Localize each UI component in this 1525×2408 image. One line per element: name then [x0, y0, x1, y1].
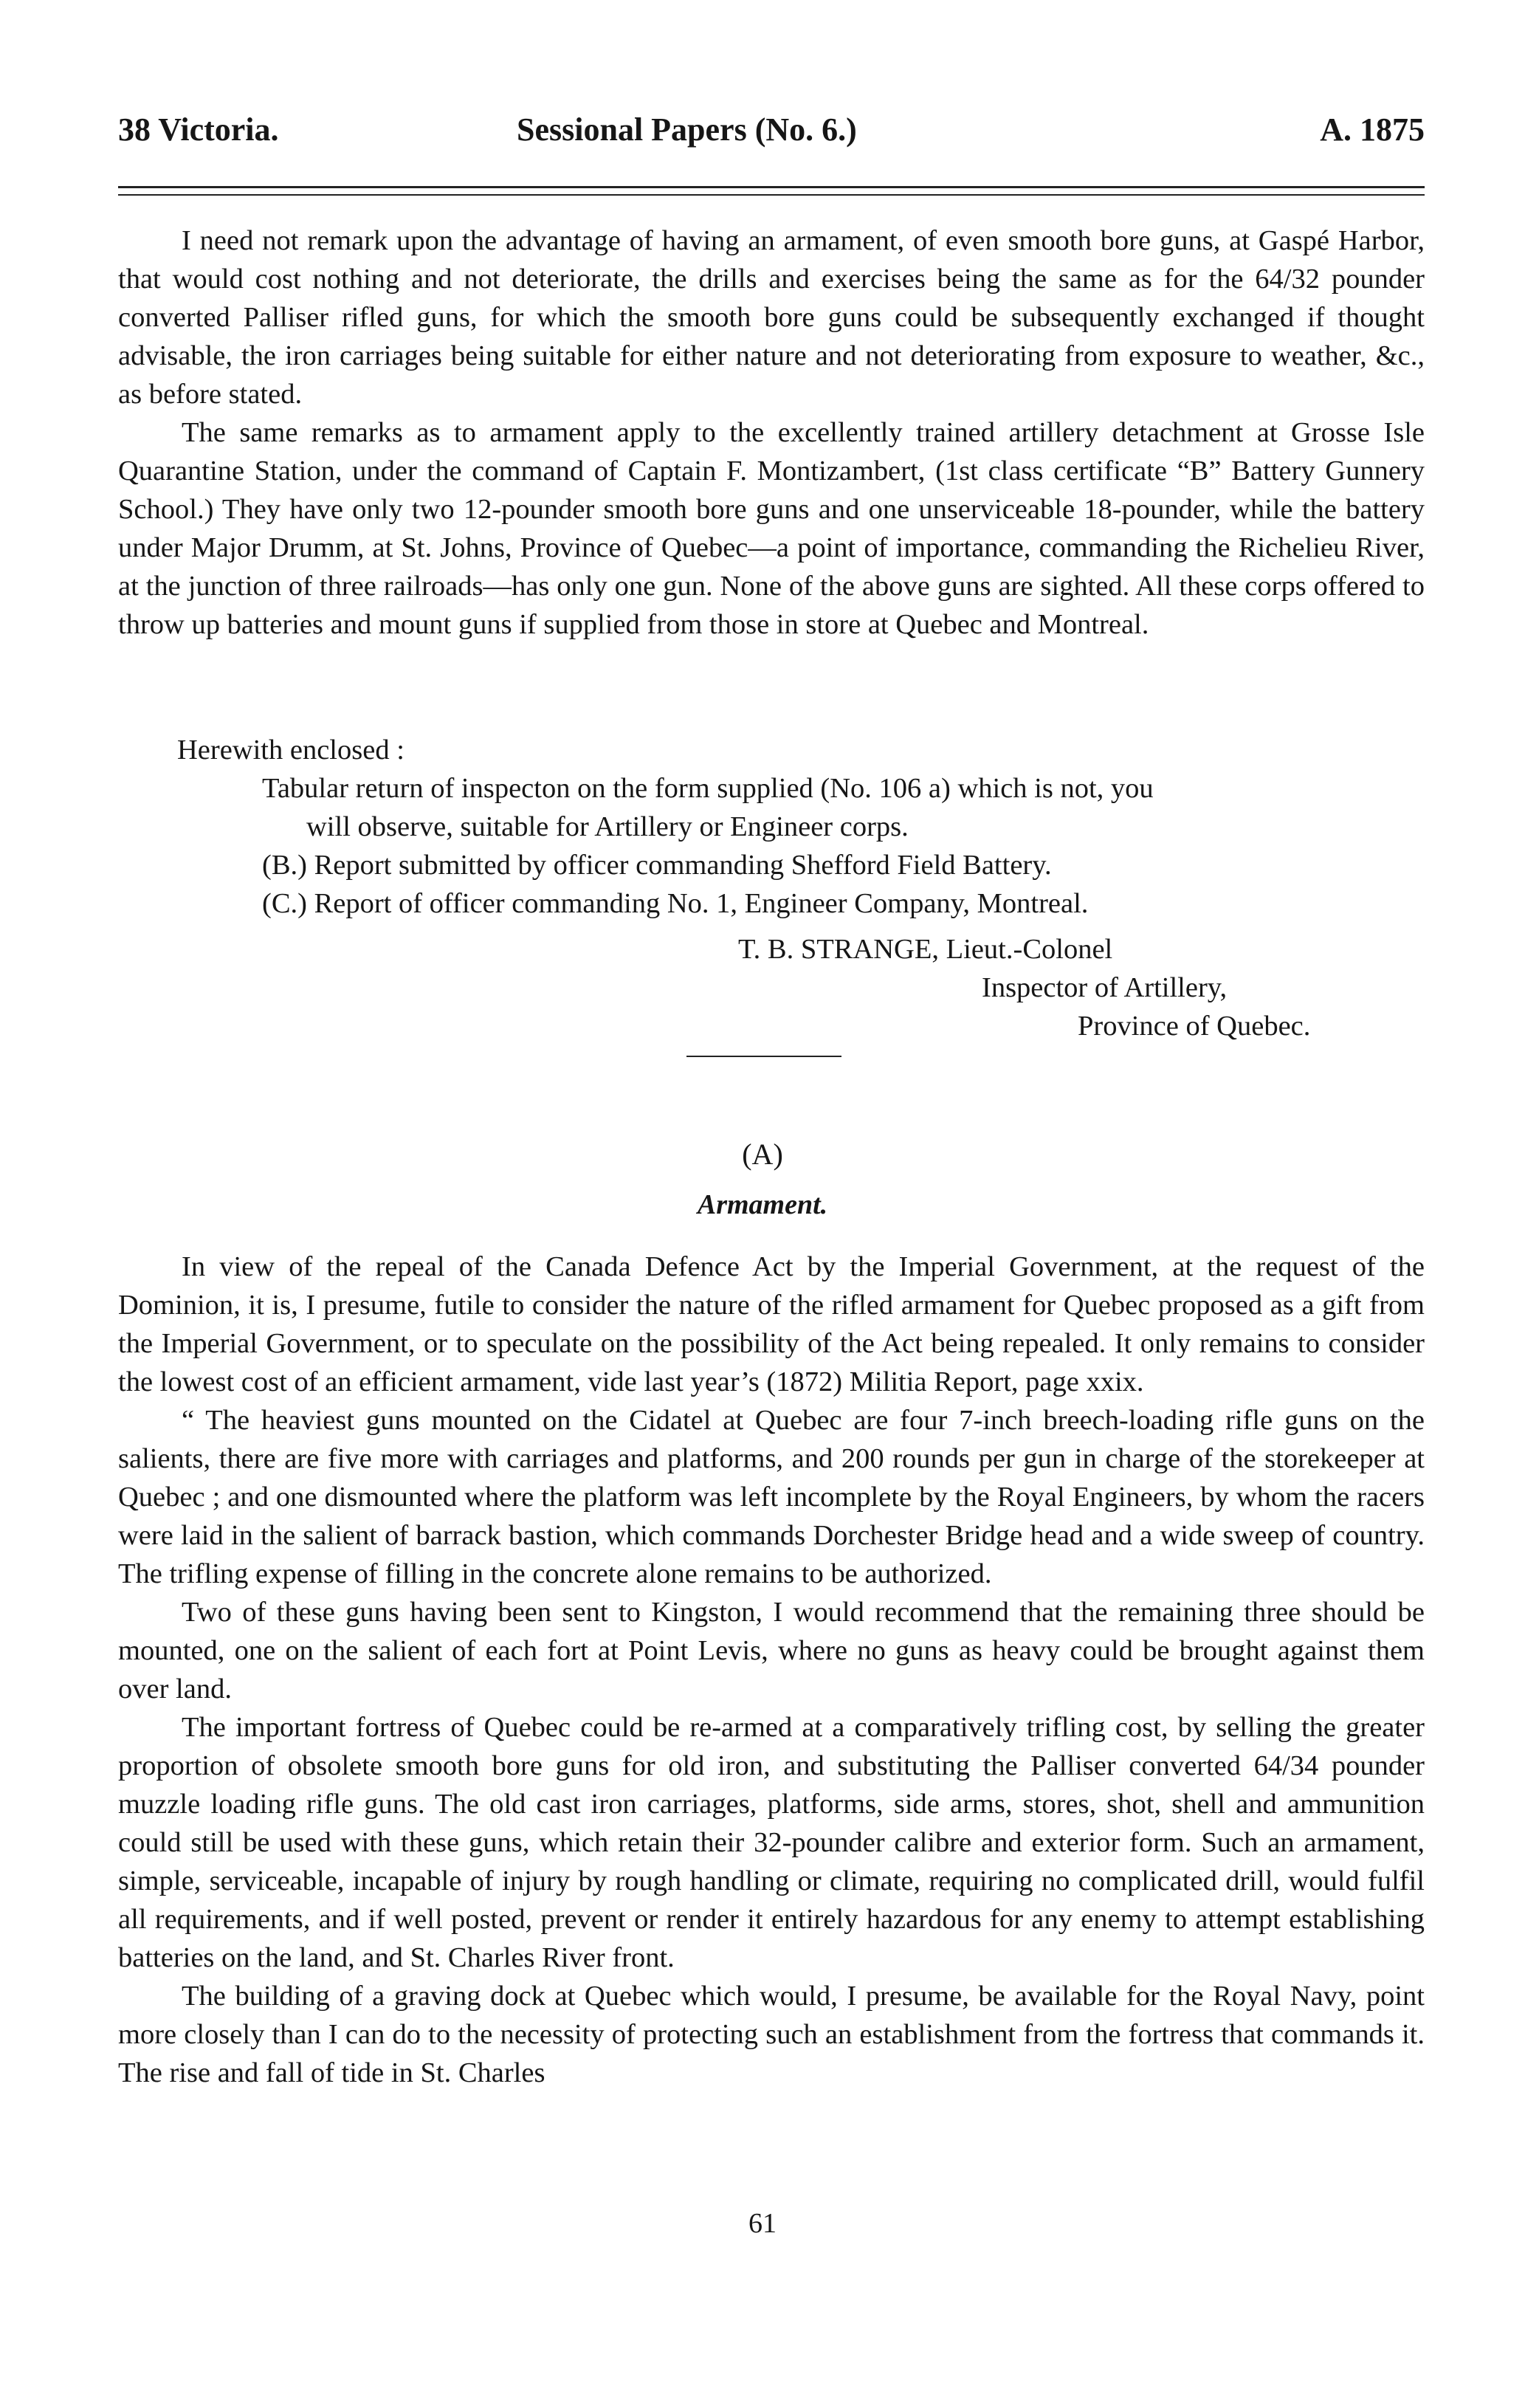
section-label: (A)	[742, 1138, 783, 1171]
paragraph: I need not remark upon the advantage of having an armament, of even smooth bore guns, at Gaspé Harbor, that would cost nothing and not deteriorate, the drills and exercises being the same as for the 64/32 pounder converted Palliser rifled guns, for which the smooth bore guns could be subsequently exchanged if thought advisable, the iron carriages being suitable for either nature and not deteriorating from exposure to weather, &c., as before stated.	[118, 225, 1425, 410]
enclosed-heading: Herewith enclosed :	[177, 735, 405, 766]
running-header	[118, 111, 1425, 162]
header-volume: 38 Victoria.	[118, 111, 279, 148]
enclosure-b: (B.) Report submitted by officer commanding Shefford Field Battery.	[262, 850, 1052, 881]
enclosure-a-line1: Tabular return of inspecton on the form supplied (No. 106 a) which is not, you	[262, 773, 1154, 804]
signatory-name: T. B. STRANGE, Lieut.-Colonel	[738, 934, 1113, 965]
header-rule-thin	[118, 194, 1425, 196]
enclosure-list	[118, 769, 1425, 923]
paragraph: Two of these guns having been sent to Kingston, I would recommend that the remaining three should be mounted, one on the salient of each fort at Point Levis, where no guns as heavy could be brought against them over land.	[118, 1597, 1425, 1704]
armament-body	[118, 1248, 1425, 2092]
page-number: 61	[748, 2208, 777, 2239]
section-divider	[686, 1056, 841, 1057]
letter-body	[118, 221, 1425, 644]
header-series: Sessional Papers (No. 6.)	[517, 111, 857, 148]
enclosure-c: (C.) Report of officer commanding No. 1, Engineer Company, Montreal.	[262, 888, 1089, 919]
signature-block	[118, 930, 1425, 1045]
enclosure-a	[262, 769, 1425, 846]
enclosure-a-line2: will observe, suitable for Artillery or Engineer corps.	[306, 811, 909, 842]
paragraph: In view of the repeal of the Canada Defence Act by the Imperial Government, at the request of the Dominion, it is, I presume, futile to consider the nature of the rifled armament for Quebec proposed as a gift from the Imperial Government, or to speculate on the possibility of the Act being repealed. It only remains to consider the lowest cost of an efficient armament, vide last year’s (1872) Militia Report, page xxix.	[118, 1251, 1425, 1397]
paragraph: The building of a graving dock at Quebec which would, I presume, be available for the Royal Navy, point more closely than I can do to the necessity of protecting such an establishment from the fortress that commands it. The rise and fall of tide in St. Charles	[118, 1981, 1425, 2088]
paragraph: The same remarks as to armament apply to the excellently trained artillery detachment at Grosse Isle Quarantine Station, under the command of Captain F. Montizambert, (1st class certificate “B” Battery Gunnery School.) They have only two 12-pounder smooth bore guns and one unserviceable 18-pounder, while the battery under Major Drumm, at St. Johns, Province of Quebec—a point of importance, commanding the Richelieu River, at the junction of three railroads—has only one gun. None of the above guns are sighted. All these corps offered to throw up batteries and mount guns if supplied from those in store at Quebec and Montreal.	[118, 417, 1425, 640]
paragraph: The important fortress of Quebec could be re-armed at a comparatively trifling cost, by selling the greater proportion of obsolete smooth bore guns for old iron, and substituting the Palliser converted 64/34 pounder muzzle loading rifle guns. The old cast iron carriages, platforms, side arms, stores, shot, shell and ammunition could still be used with these guns, which retain their 32-pounder calibre and exterior form. Such an armament, simple, serviceable, incapable of injury by rough handling or climate, requiring no complicated drill, would fulfil all requirements, and if well posted, prevent or render it entirely hazardous for any enemy to attempt establishing batteries on the land, and St. Charles River front.	[118, 1712, 1425, 1973]
header-year: A. 1875	[1320, 111, 1425, 148]
signatory-title: Inspector of Artillery,	[982, 972, 1228, 1003]
section-title: Armament.	[697, 1189, 828, 1220]
signatory-province: Province of Quebec.	[1078, 1011, 1311, 1042]
header-rule	[118, 186, 1425, 188]
paragraph: “ The heaviest guns mounted on the Cidatel at Quebec are four 7-inch breech-loading rifle guns on the salients, there are five more with carriages and platforms, and 200 rounds per gun in charge of the storekeeper at Quebec ; and one dismounted where the platform was left incomplete by the Royal Engineers, by whom the racers were laid in the salient of barrack bastion, which commands Dorchester Bridge head and a wide sweep of country. The trifling expense of filling in the concrete alone remains to be authorized.	[118, 1405, 1425, 1589]
